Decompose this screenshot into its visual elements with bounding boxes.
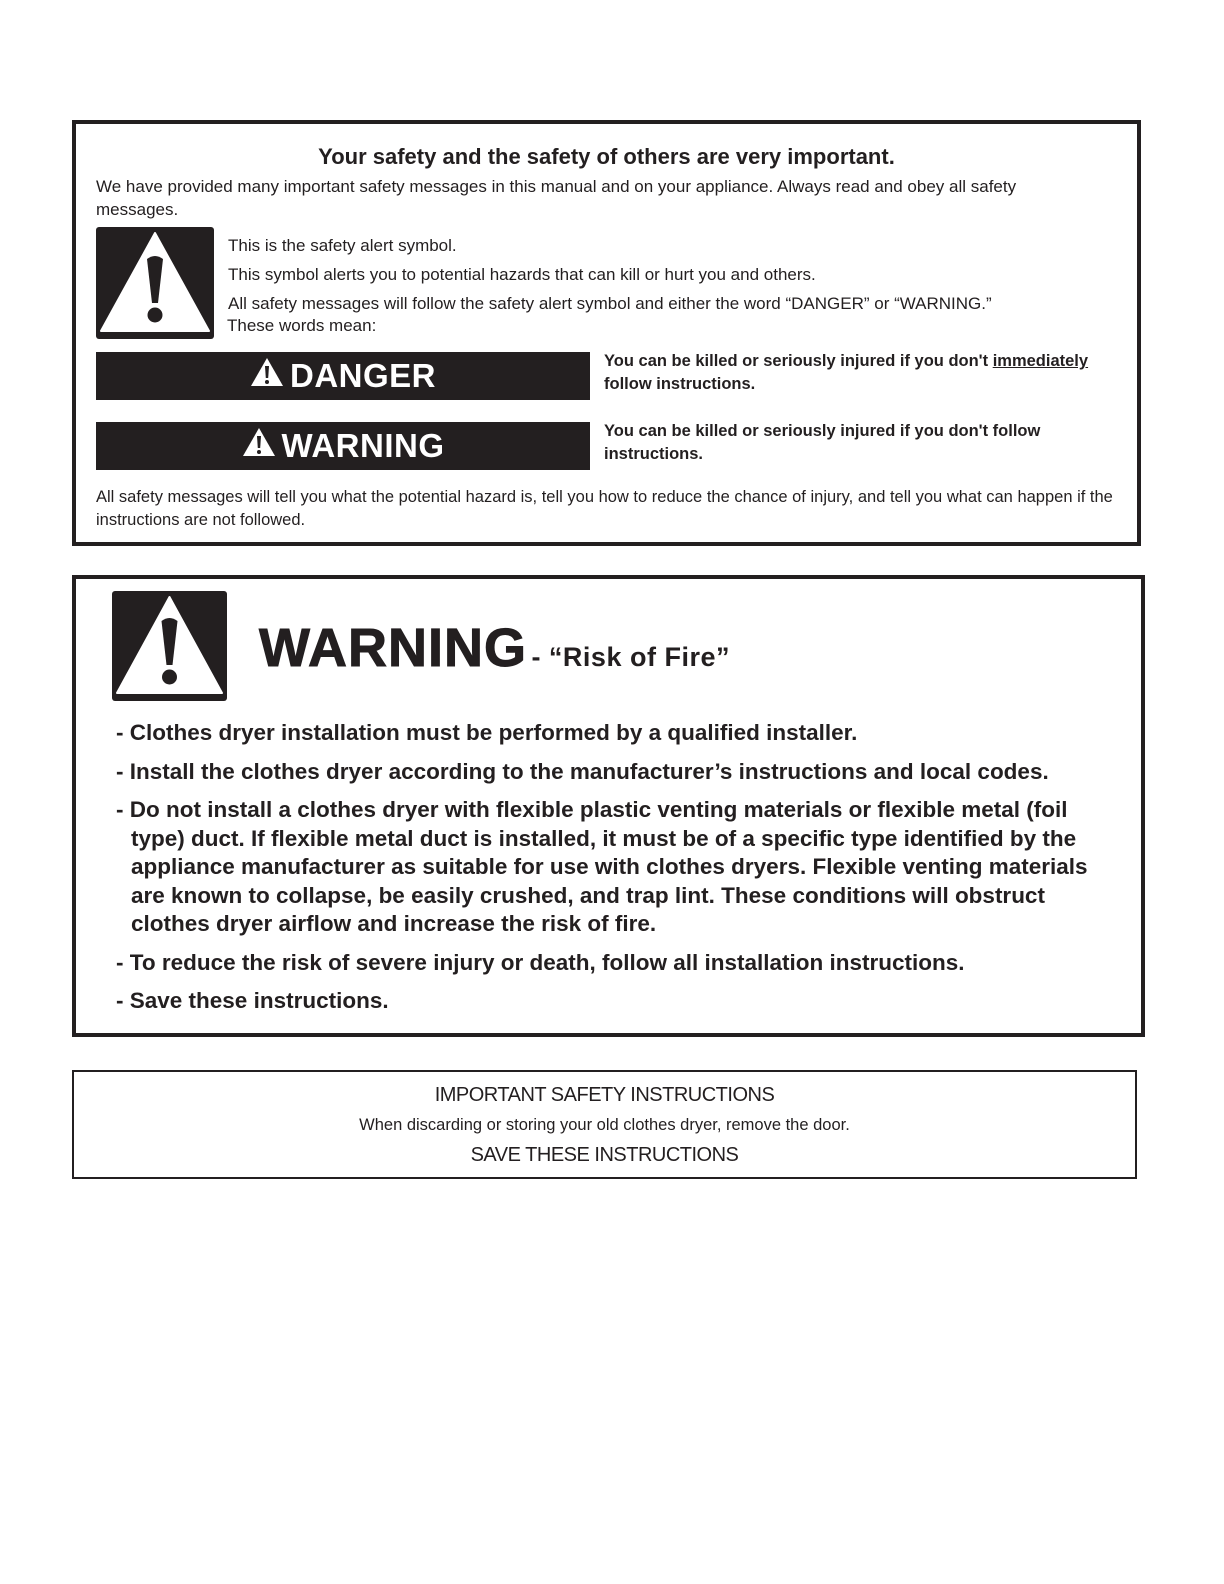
alert-triangle-icon (250, 357, 284, 395)
instructions-body: When discarding or storing your old clothes dryer, remove the door. (359, 1116, 850, 1134)
danger-desc-end: follow instructions. (604, 375, 756, 393)
danger-signal-bar (96, 352, 590, 400)
list-item: - Clothes dryer installation must be performed by a qualified installer. (116, 720, 858, 745)
danger-desc-emphasis: immediately (992, 352, 1089, 370)
fire-warning-subtitle: - “Risk of Fire” (531, 642, 730, 672)
danger-description (604, 350, 1134, 396)
safety-footer: All safety messages will tell you what the potential hazard is, tell you how to reduce the chance of injury, and tell you what can happen if the instructions are not followed. (96, 488, 1113, 529)
safety-alert-symbol-icon (112, 591, 227, 701)
fire-warning-list (116, 719, 1126, 1026)
safety-intro: We have provided many important safety messages in this manual and on your appliance. Always read and obey all safety messages. (96, 177, 1017, 219)
warning-label: WARNING (281, 427, 445, 464)
danger-label: DANGER (289, 357, 436, 394)
fire-warning-box (72, 575, 1145, 1037)
symbol-line-3: All safety messages will follow the safety alert symbol and either the word “DANGER” or “WARNING.” (228, 294, 992, 313)
symbol-line-1: This is the safety alert symbol. (228, 236, 457, 255)
warning-signal-bar (96, 422, 590, 470)
fire-warning-word: WARNING (259, 618, 527, 678)
danger-desc-text: You can be killed or seriously injured if you don't (604, 352, 993, 370)
symbol-line-4: These words mean: (227, 316, 377, 335)
list-item: - To reduce the risk of severe injury or death, follow all installation instructions. (116, 949, 965, 975)
safety-title: Your safety and the safety of others are very important. (318, 144, 895, 169)
instructions-title: IMPORTANT SAFETY INSTRUCTIONS (434, 1084, 775, 1106)
warning-description: You can be killed or seriously injured if you don't follow instructions. (604, 422, 1041, 463)
list-item: - Install the clothes dryer according to the manufacturer’s instructions and local codes. (116, 758, 1049, 784)
symbol-line-2: This symbol alerts you to potential hazards that can kill or hurt you and others. (228, 265, 816, 284)
safety-message-box (72, 120, 1141, 546)
list-item: - Save these instructions. (116, 988, 389, 1013)
list-item: - Do not install a clothes dryer with flexible plastic venting materials or flexible metal (foil type) duct. If flexible metal duct is installed, it must be of a specific type identified by the appliance manufacturer as suitable for use with clothes dryers. Flexible venting materials are known to collapse, be easily crushed, and trap lint. These conditions will obstruct clothes dryer airflow and increase the risk of fire. (116, 797, 1088, 936)
alert-triangle-icon (242, 427, 276, 465)
instructions-save: SAVE THESE INSTRUCTIONS (470, 1144, 739, 1166)
safety-alert-symbol-icon (96, 227, 214, 339)
important-instructions-box (72, 1070, 1137, 1179)
fire-warning-title (259, 617, 730, 679)
